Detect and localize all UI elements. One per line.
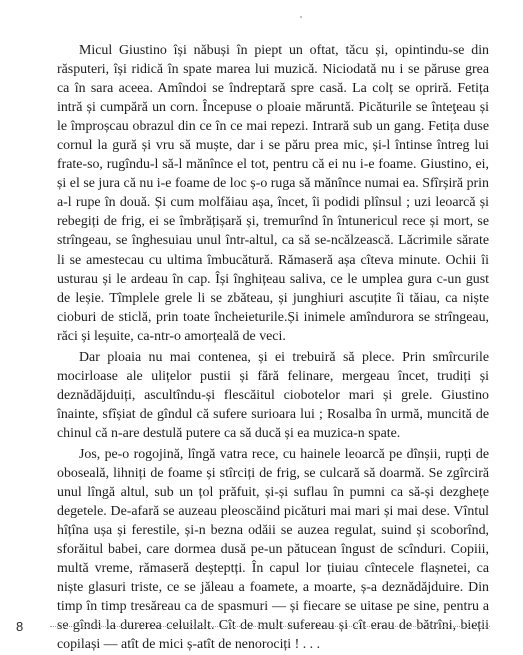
paragraph-1: Micul Giustino își năbuși în piept un oftat, tăcu și, opintindu-se din răsputeri, își ridică în spate marea lui muzică. Niciodată nu i se păruse grea ca în sara aceea. Amîndoi se îndreptară spre casă. La colț se opriră. Fetița intră și cumpără un corn. Începuse o ploaie măruntă. Picăturile se înteţeau și le împroșcau obrazul din ce în ce mai repezi. Intrară sub un gang. Fetița duse cornul la gură și vru să muște, dar i se păru prea mic, și-l întinse întreg lui frate-so, rugîndu-l să-l mănînce el tot, pentru că ei nu i-e foame. Giustino, ei, și el se jura că nu i-e foame de loc ș-o ruga să mănînce numai ea. Sfîrșiră prin a-l rupe în două. Și cum molfăiau așa, încet, îi podidi plînsul ; uzi leoarcă și rebegiți de frig, ei se îmbrățișară și, tremurînd în întunericul rece și mort, se strîngeau, se înghesuiau unul într-altul, ca să se-ncălzească. Lăcrimile sărate li se amestecau cu ultima îmbucătură. Rămaseră așa cîteva minute. Ochii îi usturau și le ardeau în cap. Își înghițeau saliva, ce le umplea gura c-un gust de leșie. Tîmplele grele li se zbăteau, și junghiuri ascuțite îi tăiau, ca niște cioburi de sticlă, prin toate încheieturile.Și inimele amîndurora se strîngeau, răci și leșuite, ca-ntr-o amorțeală de veci. [57,43,489,344]
body-text [57,41,489,655]
paragraph-2: Dar ploaia nu mai contenea, și ei trebuiră să plece. Prin smîrcurile mocirloase ale ulițelor pustii și fără felinare, mergeau încet, trudiți și deznădăjduiți, ascultîndu-și flescăitul ciobotelor mari și grele. Giustino înainte, sfîșiat de gîndul că sufere surioara lui ; Rosalba în urmă, muncită de chinul că n-are destulă putere ca să ducă și ea muzica-n spate. [57,349,489,441]
page-number: 8 [16,619,24,634]
paragraph-3: Jos, pe-o rogojină, lîngă vatra rece, cu hainele leoarcă pe dînșii, rupți de oboseală, lihniți de foame și stîrciți de frig, se culcară să doarmă. Se zgîrciră unul lîngă altul, sub un țol prăfuit, și-și suflau în pumni ca să-și dezghețe degetele. De-afară se auzeau pleoscăind picături mai mari și mai dese. Vîntul hîțîna ușa și ferestile, și-n bezna odăii se auzea regulat, suind și scoborînd, sforăitul babei, care dormea dusă pe-un pătucean îngust de scînduri. Copiii, multă vreme, rămaseră deșteptți. În capul lor țiuiau cîntecele flașnetei, ca niște glasuri triste, ce se jăleau a foamete, a moarte, ș-a deznădăjduire. Din timp în timp tresăreau ca de spasmuri — și fiecare se uitase pe sine, pentru a se gîndi la durerea celuilalt. Cît de mult sufereau și cît erau de bătrîni, bieții copilași — atît de mici ș-atît de nenorociți ! . . . [57,446,489,653]
footer-dotted-rule [50,626,490,627]
scan-speck [300,16,302,18]
